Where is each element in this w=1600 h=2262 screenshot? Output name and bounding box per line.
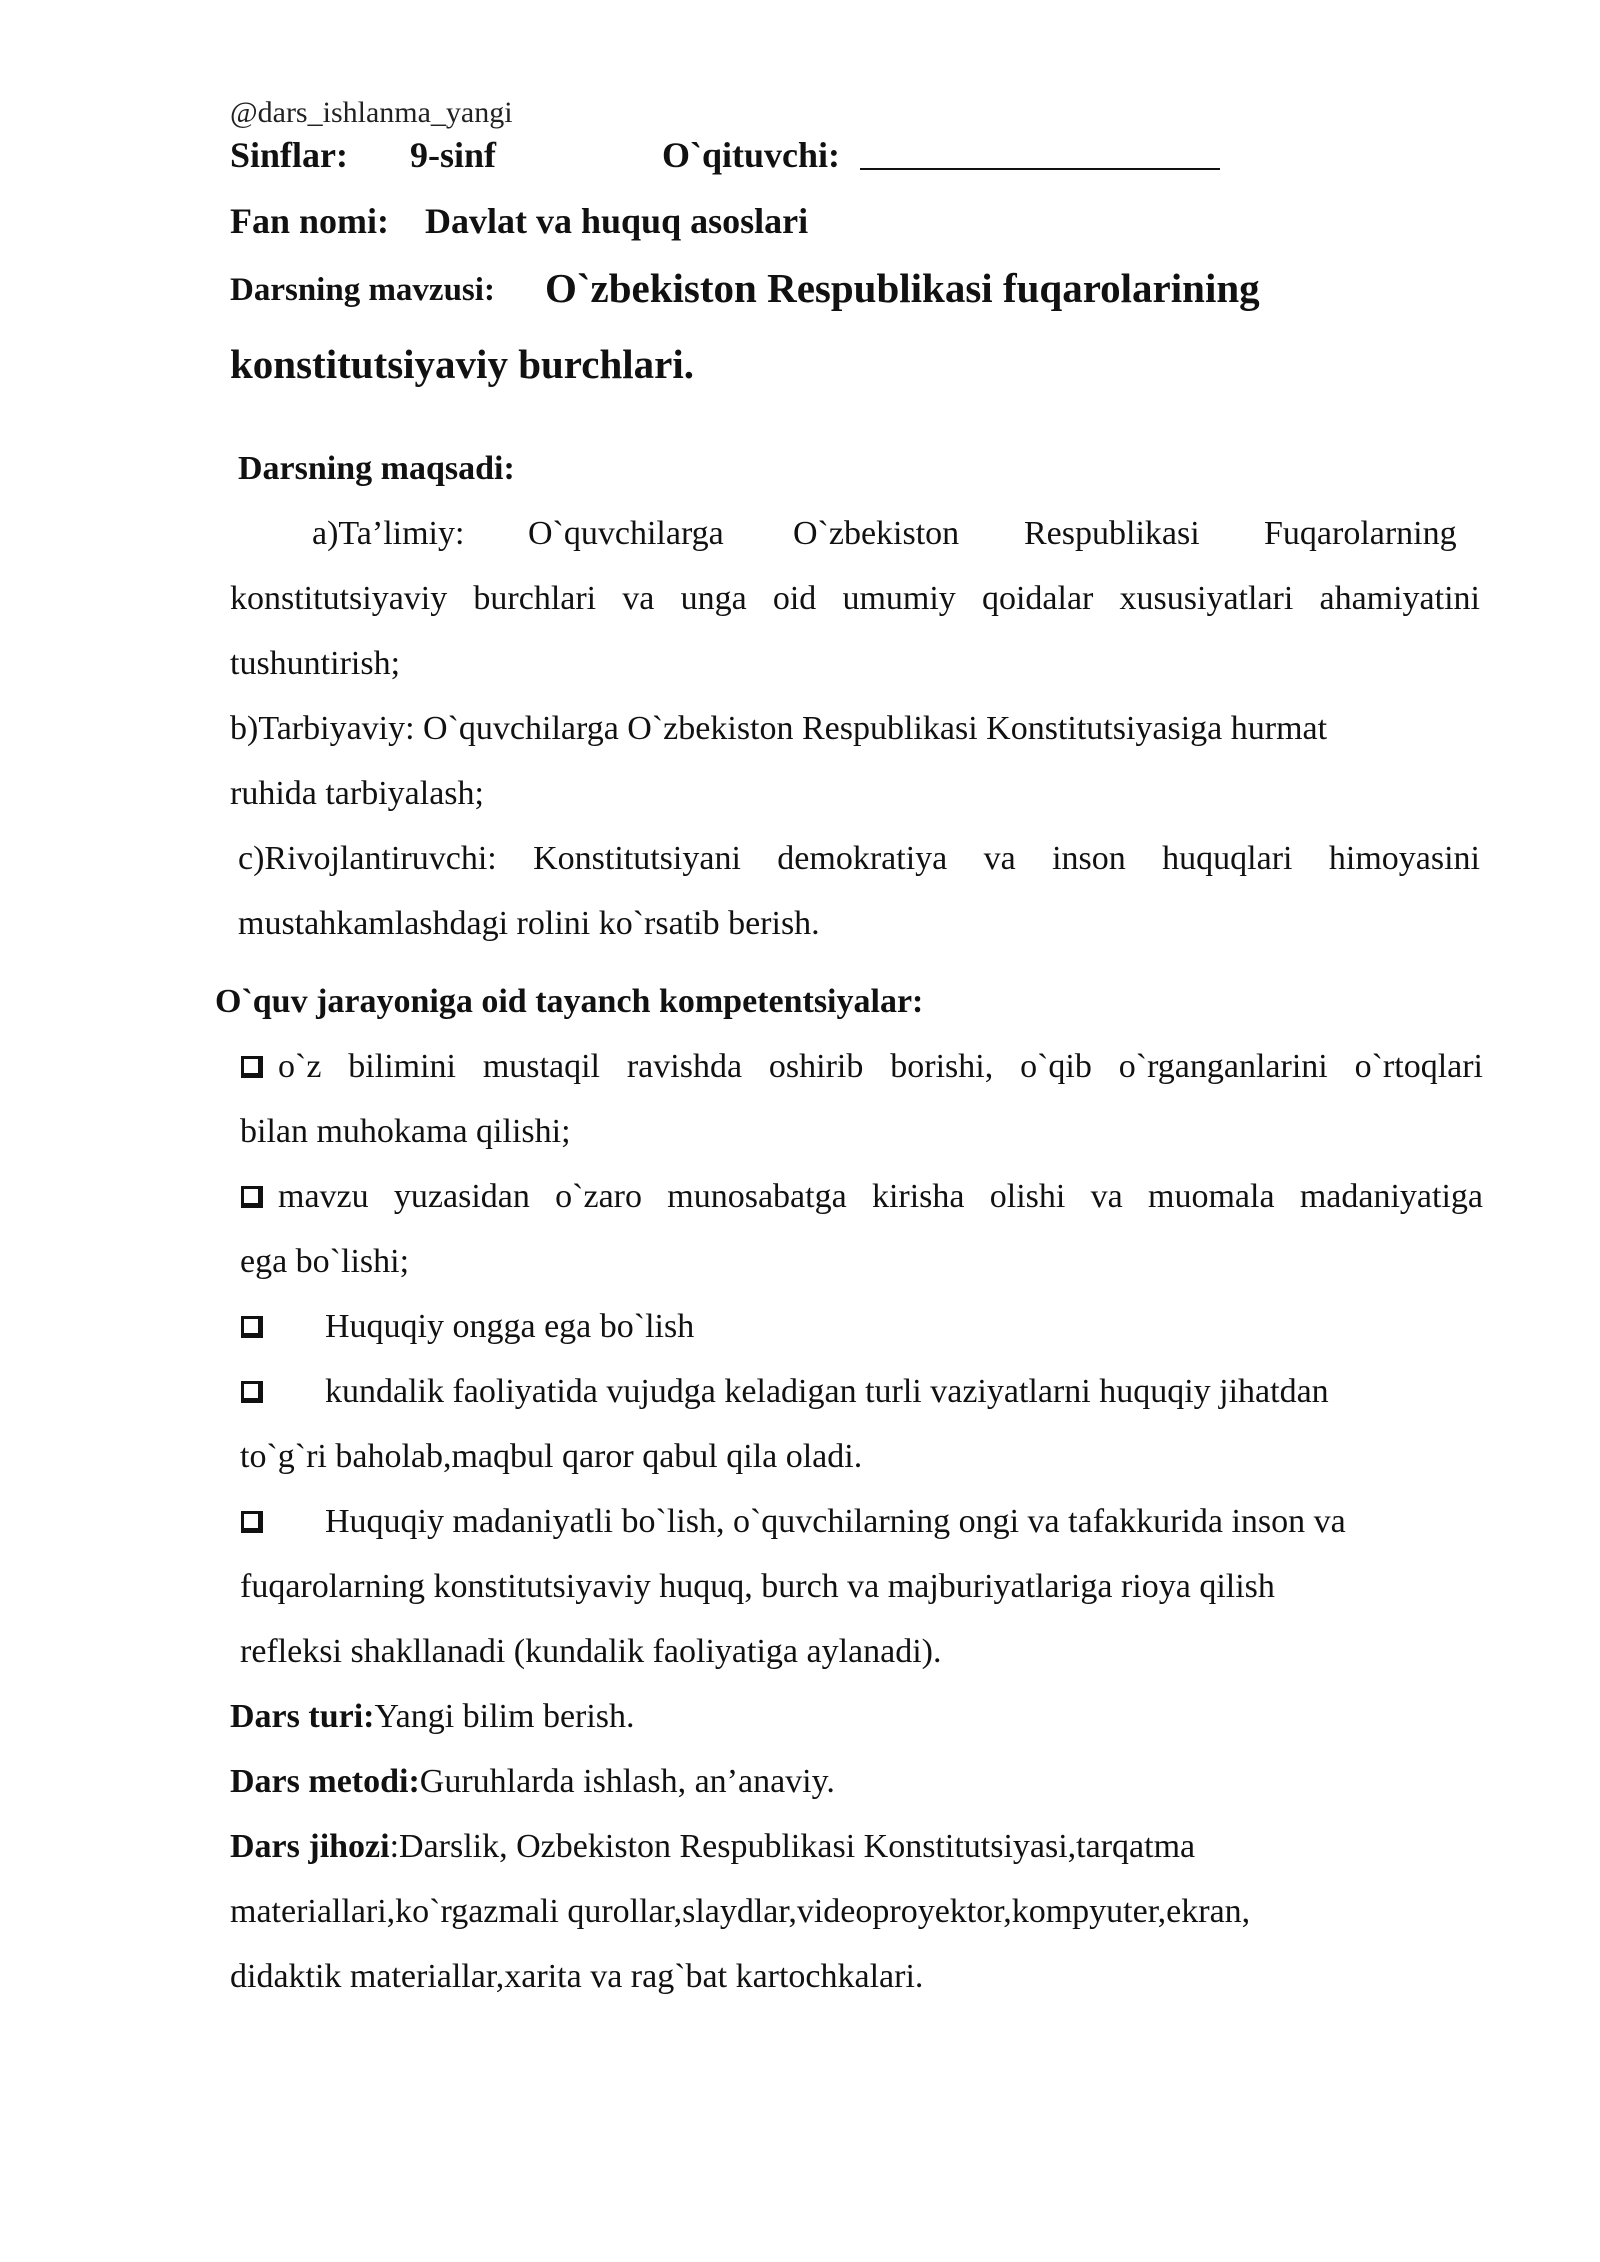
lesson-type-value: Yangi bilim berish. [374,1698,635,1735]
goal-b-line1: b)Tarbiyaviy: O`quvchilarga O`zbekiston Respublikasi Konstitutsiyasiga hurmat [230,710,1328,747]
competency-3-line1: Huquqiy ongga ega bo`lish [325,1308,695,1345]
teacher-signature-line [860,168,1220,170]
competency-1-line1: o`z bilimini mustaqil ravishda oshirib borishi, o`qib o`rganganlarini o`rtoqlari [278,1048,1483,1085]
teacher-label: O`qituvchi: [662,135,841,175]
lesson-equipment-line3: didaktik materiallar,xarita va rag`bat kartochkalari. [230,1958,924,1995]
lesson-equipment [230,1828,1195,1866]
competency-5-line3: refleksi shakllanadi (kundalik faoliyatiga aylanadi). [240,1633,942,1670]
goal-a-line2: konstitutsiyaviy burchlari va unga oid umumiy qoidalar xususiyatlari ahamiyatini [230,580,1480,617]
lesson-method-label: Dars metodi: [230,1763,420,1800]
classes-label: Sinflar: [230,135,349,175]
checkbox-bullet-icon [241,1511,263,1533]
subject-value: Davlat va huquq asoslari [425,201,809,241]
goal-b-line2: ruhida tarbiyalash; [230,775,484,812]
topic-title-line2: konstitutsiyaviy burchlari. [230,341,694,387]
topic-title-line1: O`zbekiston Respublikasi fuqarolarining [545,265,1260,311]
goal-a-word3: O`zbekiston [793,515,960,552]
lesson-equipment-line1: :Darslik, Ozbekiston Respublikasi Konstitutsiyasi,tarqatma [389,1828,1196,1865]
checkbox-bullet-icon [241,1186,263,1208]
checkbox-bullet-icon [241,1381,263,1403]
topic-label: Darsning mavzusi: [230,272,495,308]
lesson-equipment-label: Dars jihozi [230,1828,390,1865]
goal-a-word1: a)Ta’limiy: [312,515,465,552]
competency-4-line2: to`g`ri baholab,maqbul qaror qabul qila oladi. [240,1438,863,1475]
competency-4-line1: kundalik faoliyatida vujudga keladigan turli vaziyatlarni huquqiy jihatdan [325,1373,1329,1410]
lesson-equipment-line2: materiallari,ko`rgazmali qurollar,slaydlar,videoproyektor,kompyuter,ekran, [230,1893,1251,1930]
lesson-method-value: Guruhlarda ishlash, an’anaviy. [419,1763,835,1800]
competency-5-line1: Huquqiy madaniyatli bo`lish, o`quvchilarning ongi va tafakkurida inson va [325,1503,1346,1540]
subject-label: Fan nomi: [230,201,390,241]
channel-watermark: @dars_ishlanma_yangi [230,96,513,129]
lesson-method [230,1763,835,1801]
lesson-type [230,1698,635,1736]
competency-1-line2: bilan muhokama qilishi; [240,1113,571,1150]
goal-a-word5: Fuqarolarning [1264,515,1457,552]
competencies-heading: O`quv jarayoniga oid tayanch kompetentsiyalar: [215,983,924,1020]
competency-2-line1: mavzu yuzasidan o`zaro munosabatga kirisha olishi va muomala madaniyatiga [278,1178,1483,1215]
checkbox-bullet-icon [241,1056,263,1078]
lesson-type-label: Dars turi: [230,1698,375,1735]
goals-heading: Darsning maqsadi: [238,450,515,487]
goal-a-line3: tushuntirish; [230,645,401,682]
goal-c-line2: mustahkamlashdagi rolini ko`rsatib berish. [238,905,820,942]
competency-2-line2: ega bo`lishi; [240,1243,410,1280]
goal-c-line1: c)Rivojlantiruvchi: Konstitutsiyani demokratiya va inson huquqlari himoyasini [238,840,1480,877]
classes-value: 9-sinf [410,135,497,175]
goal-a-word2: O`quvchilarga [528,515,724,552]
checkbox-bullet-icon [241,1316,263,1338]
competency-5-line2: fuqarolarning konstitutsiyaviy huquq, burch va majburiyatlariga rioya qilish [240,1568,1275,1605]
goal-a-word4: Respublikasi [1024,515,1200,552]
